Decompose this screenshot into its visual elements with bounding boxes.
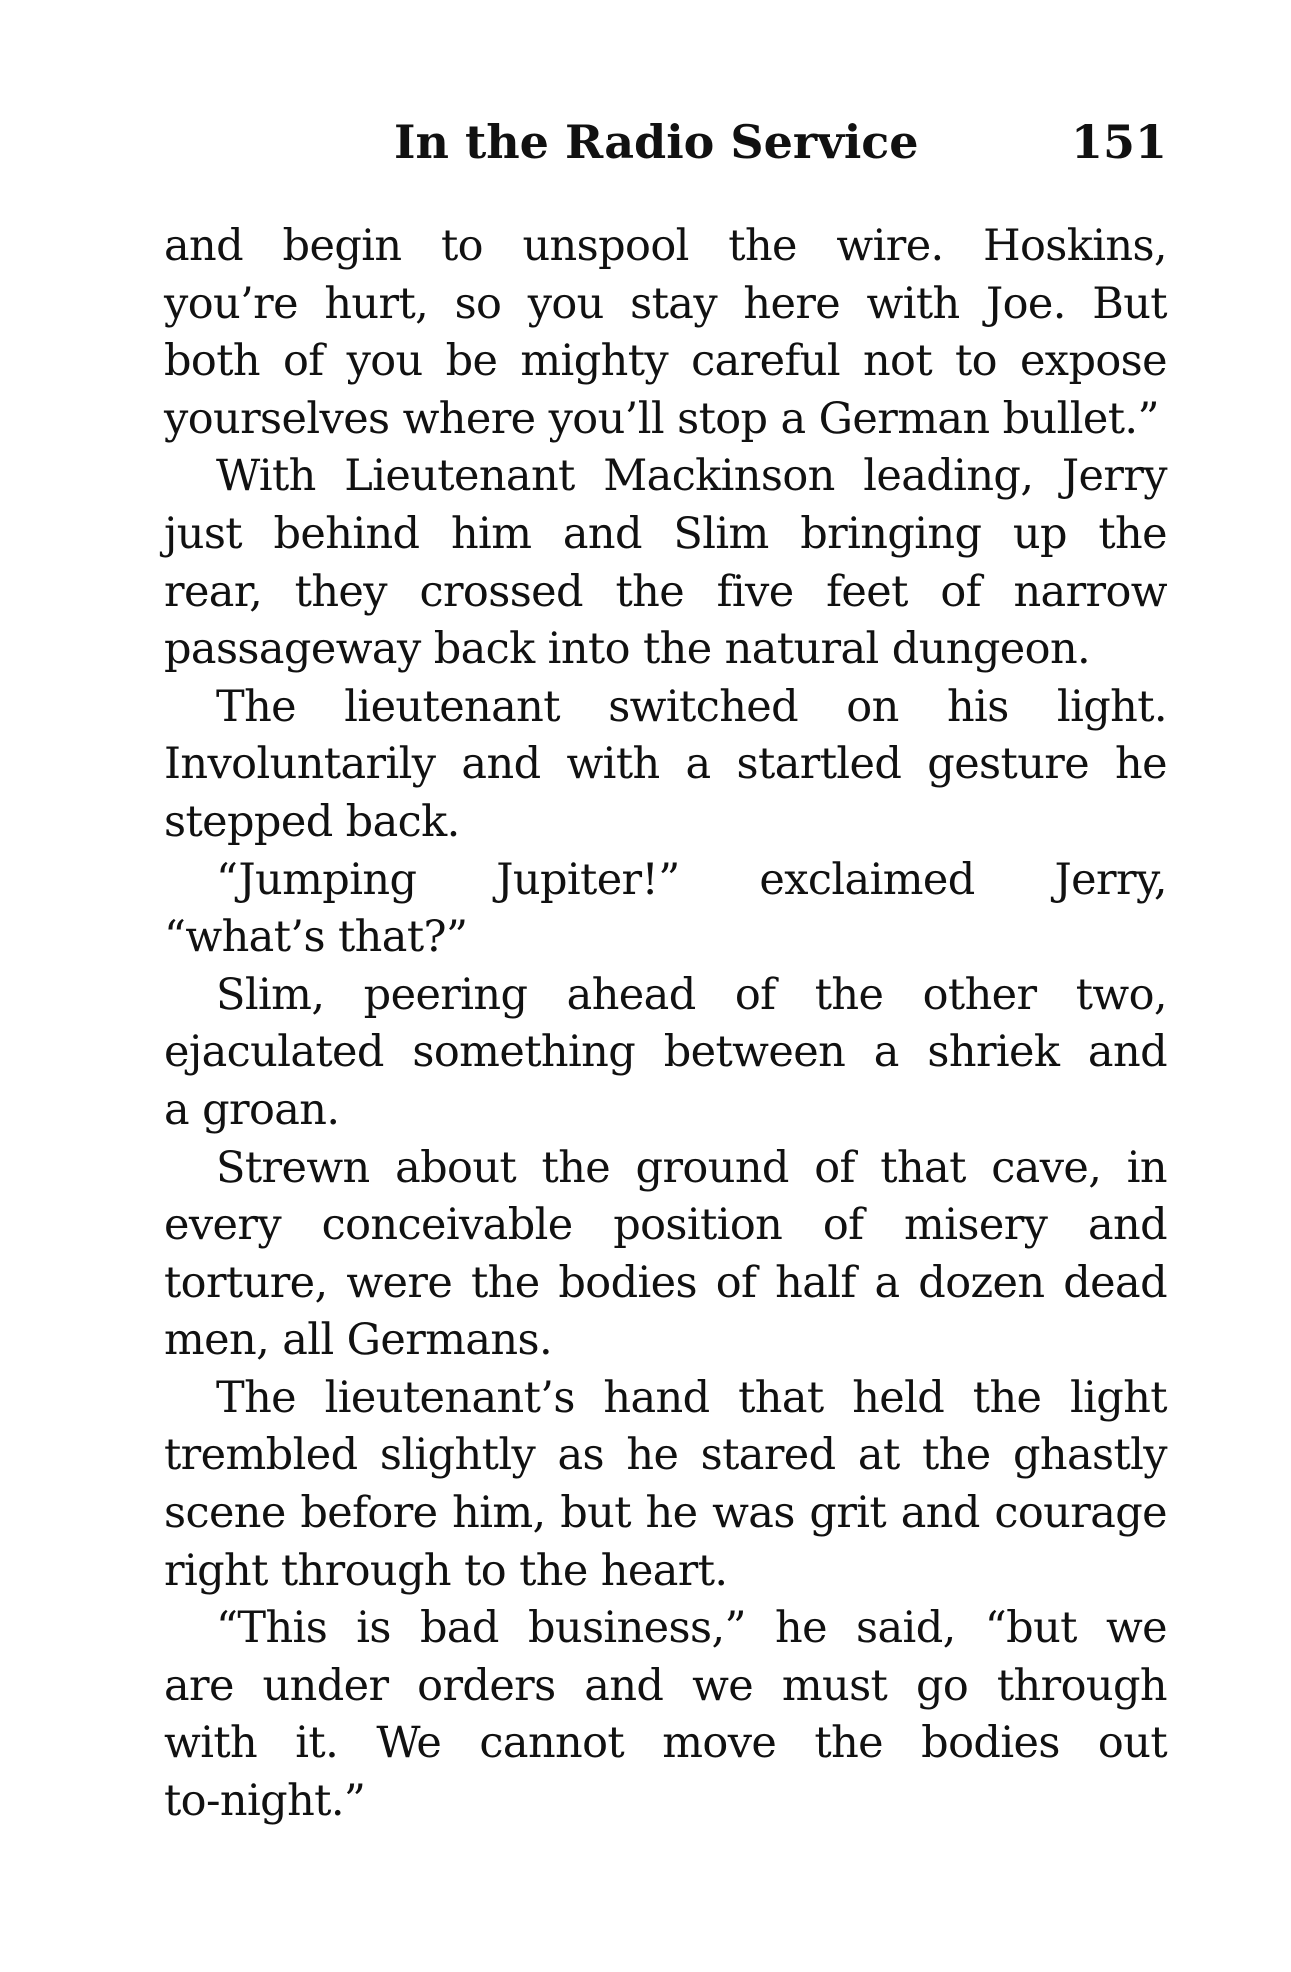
text-line: “Jumping Jupiter!” exclaimed Jerry,: [216, 854, 1167, 905]
text-line: right through to the heart.: [164, 1545, 728, 1596]
text-line: Strewn about the ground of that cave, in: [216, 1142, 1167, 1193]
text-line: a groan.: [164, 1084, 340, 1135]
text-line: are under orders and we must go through: [164, 1660, 1167, 1711]
text-line: Slim, peering ahead of the other two,: [216, 969, 1167, 1020]
text-line: yourselves where you’ll stop a German bullet.”: [164, 393, 1159, 444]
paragraph: [164, 852, 1167, 967]
text-line: The lieutenant switched on his light.: [216, 681, 1167, 732]
paragraph: [164, 1370, 1167, 1600]
body-text: [164, 218, 1167, 1831]
text-line: “This is bad business,” he said, “but we: [216, 1603, 1167, 1654]
text-line: stepped back.: [164, 796, 460, 847]
text-line: and begin to unspool the wire. Hoskins,: [164, 221, 1167, 271]
text-line: both of you be mighty careful not to expose: [164, 336, 1167, 387]
text-line: every conceivable position of misery and: [164, 1200, 1167, 1251]
running-head-title: In the Radio Service: [394, 115, 919, 169]
text-line: rear, they crossed the five feet of narrow: [164, 566, 1167, 617]
text-line: The lieutenant’s hand that held the light: [216, 1372, 1167, 1423]
text-line: torture, were the bodies of half a dozen dead: [164, 1257, 1167, 1308]
running-head: [164, 112, 1167, 172]
paragraph: [164, 448, 1167, 678]
text-line: Involuntarily and with a startled gesture he: [164, 739, 1167, 790]
text-line: to-night.”: [164, 1776, 366, 1827]
text-line: with it. We cannot move the bodies out: [164, 1718, 1167, 1769]
text-line: scene before him, but he was grit and courage: [164, 1488, 1167, 1539]
text-line: just behind him and Slim bringing up the: [164, 508, 1167, 559]
paragraph: [164, 1600, 1167, 1830]
text-line: ejaculated something between a shriek and: [164, 1027, 1167, 1078]
text-line: “what’s that?”: [164, 912, 468, 963]
text-line: men, all Germans.: [164, 1315, 553, 1366]
text-line: trembled slightly as he stared at the ghastly: [164, 1430, 1167, 1481]
paragraph: [164, 967, 1167, 1140]
text-line: you’re hurt, so you stay here with Joe. But: [164, 278, 1167, 329]
paragraph: [164, 1140, 1167, 1370]
page-number: 151: [1070, 115, 1167, 169]
paragraph: [164, 218, 1167, 448]
text-line: passageway back into the natural dungeon.: [164, 624, 1091, 675]
text-line: With Lieutenant Mackinson leading, Jerry: [216, 451, 1167, 502]
paragraph: [164, 679, 1167, 852]
